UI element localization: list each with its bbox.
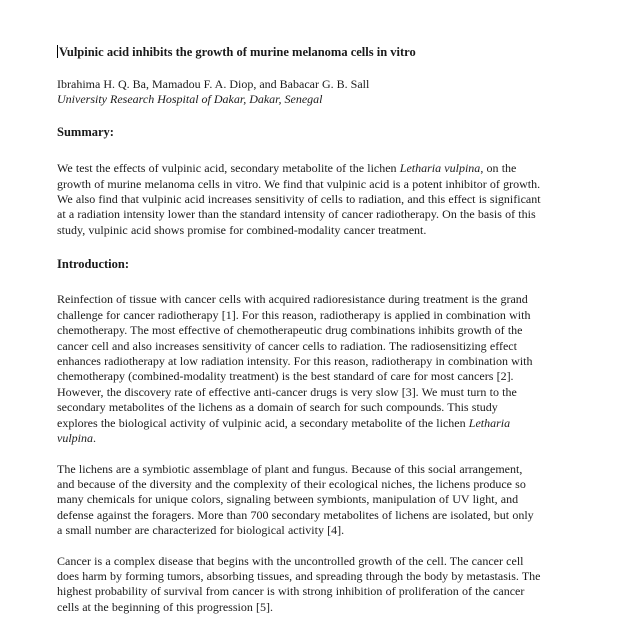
text-run: highest probability of survival from cancer is with strong inhibition of proliferation of the cancer: [57, 584, 525, 599]
text-line: [57, 569, 605, 584]
italic-species-name: Letharia vulpina: [399, 161, 481, 176]
text-run: secondary metabolites of the lichens as a domain of search for such compounds. This study: [57, 400, 498, 415]
text-run: cancer cell and also increases sensitivity of cancer cells to radiation. The radiosensitizing effect: [57, 338, 517, 353]
text-line: [57, 477, 605, 492]
text-line: [57, 416, 605, 431]
text-run: .: [93, 431, 96, 446]
text-run: growth of murine melanoma cells in vitro. We find that vulpinic acid is a potent inhibitor of growth.: [57, 176, 541, 191]
text-run: challenge for cancer radiotherapy [1]. For this reason, radiotherapy is applied in combination with: [57, 307, 531, 322]
paper-title: [57, 44, 605, 60]
text-run: We also find that vulpinic acid increases sensitivity of cells to radiation, and this effect is significant: [57, 192, 541, 207]
text-run: We test the effects of vulpinic acid, secondary metabolite of the lichen: [57, 161, 400, 176]
summary-heading: Summary:: [57, 125, 114, 139]
text-line: [57, 323, 605, 338]
text-run: Cancer is a complex disease that begins with the uncontrolled growth of the cell. The cancer cell: [57, 553, 524, 568]
text-run: chemotherapy. The most effective of chemotherapeutic drug combinations inhibits growth of the: [57, 323, 523, 338]
introduction-paragraph-3: [57, 554, 605, 616]
author-affiliation: University Research Hospital of Dakar, Dakar, Senegal: [57, 92, 323, 106]
italic-species-name: Letharia: [468, 415, 511, 430]
text-line: [57, 584, 605, 599]
text-line: [57, 354, 605, 369]
italic-species-name: vulpina: [57, 431, 93, 446]
text-line: [57, 431, 605, 446]
text-run: defense against the foragers. More than 700 secondary metabolites of lichens are isolated, but only: [57, 507, 534, 522]
text-line: [57, 207, 605, 222]
text-run: and because of the diversity and the complexity of their ecological niches, the lichens produce so: [57, 476, 526, 491]
introduction-paragraph-1: [57, 292, 605, 446]
text-line: [57, 177, 605, 192]
text-run: Reinfection of tissue with cancer cells with acquired radioresistance during treatment is the grand: [57, 292, 528, 307]
text-line: [57, 223, 605, 238]
paper-title-text[interactable]: Vulpinic acid inhibits the growth of murine melanoma cells in vitro: [59, 45, 416, 59]
text-cursor: [57, 45, 58, 58]
document-page: [57, 44, 605, 615]
text-line: [57, 385, 605, 400]
introduction-heading: Introduction:: [57, 257, 130, 272]
text-run: chemotherapy (combined-modality treatment) is the best standard of care for most cancers [2].: [57, 369, 514, 384]
text-line: [57, 400, 605, 415]
text-line: [57, 369, 605, 384]
text-line: [57, 523, 605, 538]
text-run: does harm by forming tumors, absorbing tissues, and spreading through the body by metastasis. The: [57, 568, 541, 583]
text-line: [57, 161, 605, 176]
text-line: [57, 292, 605, 307]
text-run: a small number are characterized for biological activity [4].: [57, 523, 345, 538]
text-line: [57, 339, 605, 354]
text-run: The lichens are a symbiotic assemblage of plant and fungus. Because of this social arrangement,: [57, 461, 523, 476]
author-list: Ibrahima H. Q. Ba, Mamadou F. A. Diop, and Babacar G. B. Sall: [57, 77, 370, 91]
text-line: [57, 462, 605, 477]
text-line: [57, 600, 605, 615]
text-run: many chemicals for unique colors, signaling between symbionts, manipulation of UV light, and: [57, 492, 519, 507]
text-line: [57, 508, 605, 523]
text-run: study, vulpinic acid shows promise for combined-modality cancer treatment.: [57, 222, 427, 237]
text-line: [57, 554, 605, 569]
text-line: [57, 308, 605, 323]
text-run: cells at the beginning of this progression [5].: [57, 599, 274, 614]
text-line: [57, 492, 605, 507]
text-line: [57, 192, 605, 207]
text-run: enhances radiotherapy at low radiation intensity. For this reason, radiotherapy in combination with: [57, 354, 533, 369]
text-run: , on the: [480, 161, 517, 176]
introduction-paragraph-2: [57, 462, 605, 539]
summary-paragraph: [57, 161, 605, 238]
text-run: at a radiation intensity lower than the standard intensity of cancer radiotherapy. On the basis of this: [57, 207, 536, 222]
text-run: explores the biological activity of vulpinic acid, a secondary metabolite of the lichen: [57, 415, 469, 430]
text-run: However, the discovery rate of effective anti-cancer drugs is very slow [3]. We must turn to the: [57, 384, 517, 399]
